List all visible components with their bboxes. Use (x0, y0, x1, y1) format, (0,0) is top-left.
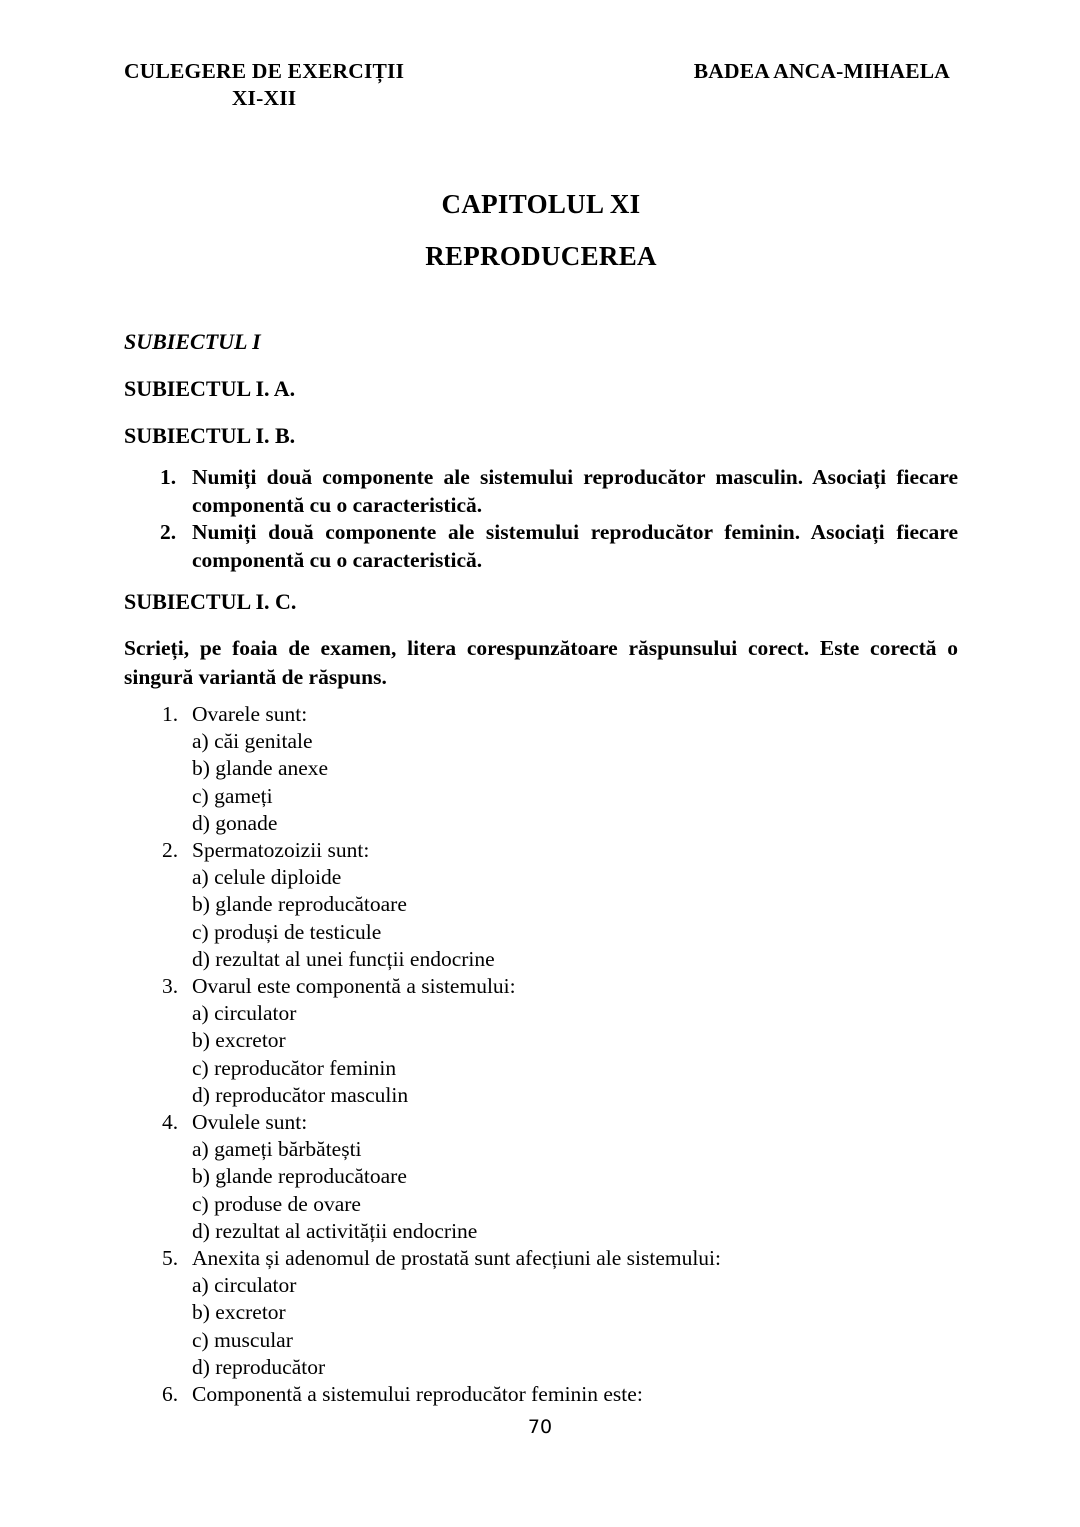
answer-option[interactable]: d) gonade (192, 810, 278, 835)
running-header (124, 58, 958, 112)
answer-option-list (192, 864, 958, 973)
answer-option[interactable]: a) circulator (192, 1273, 297, 1298)
section-subject-i-a: SUBIECTUL I. A. (124, 376, 296, 401)
question-stem: Componentă a sistemului reproducător feminin este: (192, 1382, 643, 1407)
answer-option[interactable]: c) muscular (192, 1327, 293, 1352)
chapter-number: CAPITOLUL XI (441, 189, 641, 219)
header-left-title (124, 58, 404, 112)
chapter-title: REPRODUCEREA (425, 241, 657, 271)
subject-b-item (124, 519, 958, 574)
mcq-question (124, 1245, 958, 1381)
subject-b-item-text: Numiți două componente ale sistemului reproducător feminin. Asociați fiecare componentă cu o caracteristică. (192, 520, 958, 572)
header-book-title: CULEGERE DE EXERCIȚII (124, 59, 405, 83)
mcq-question (124, 1109, 958, 1245)
answer-option[interactable]: b) excretor (192, 1028, 286, 1053)
answer-option[interactable]: b) glande reproducătoare (192, 892, 407, 917)
page-number: 70 (527, 1416, 553, 1438)
question-number: 1. (162, 702, 179, 726)
answer-option[interactable]: c) reproducător feminin (192, 1055, 397, 1080)
answer-option[interactable]: c) produși de testicule (192, 919, 382, 944)
subject-b-item-list (124, 464, 958, 574)
question-number: 4. (162, 1110, 179, 1135)
answer-option[interactable]: d) reproducător (192, 1354, 326, 1379)
section-subject-i: SUBIECTUL I (124, 329, 261, 354)
answer-option[interactable]: c) gameți (192, 783, 273, 808)
mcq-question (124, 837, 958, 973)
answer-option[interactable]: d) rezultat al unei funcții endocrine (192, 946, 495, 971)
answer-option[interactable]: b) excretor (192, 1300, 286, 1325)
page-content (124, 327, 958, 1408)
answer-option-list (192, 1136, 958, 1245)
list-marker: 1. (160, 465, 177, 489)
answer-option[interactable]: c) produse de ovare (192, 1191, 361, 1216)
question-stem: Spermatozoizii sunt: (192, 838, 370, 863)
subject-b-item (124, 464, 958, 519)
answer-option[interactable]: d) rezultat al activității endocrine (192, 1218, 478, 1243)
answer-option[interactable]: a) căi genitale (192, 729, 313, 754)
answer-option[interactable]: b) glande anexe (192, 756, 329, 781)
header-author-name: BADEA ANCA-MIHAELA (693, 59, 950, 83)
answer-option[interactable]: a) gameți bărbătești (192, 1137, 362, 1162)
answer-option[interactable]: a) celule diploide (192, 865, 342, 890)
question-number: 5. (162, 1246, 179, 1271)
mcq-question (124, 701, 958, 837)
answer-option[interactable]: b) glande reproducătoare (192, 1164, 407, 1189)
question-number: 3. (162, 974, 179, 999)
question-stem: Ovulele sunt: (192, 1110, 308, 1135)
section-subject-i-b: SUBIECTUL I. B. (124, 423, 296, 448)
answer-option[interactable]: d) reproducător masculin (192, 1082, 409, 1107)
answer-option-list (192, 728, 958, 837)
question-number: 2. (162, 838, 179, 863)
list-marker: 2. (160, 520, 177, 544)
question-stem: Anexita și adenomul de prostată sunt afecțiuni ale sistemului: (192, 1246, 722, 1271)
multiple-choice-question-list (124, 701, 958, 1408)
question-number: 6. (162, 1382, 179, 1407)
header-grade-levels: XI-XII (231, 86, 297, 110)
chapter-heading (124, 178, 958, 282)
subject-b-item-text: Numiți două componente ale sistemului reproducător masculin. Asociați fiecare componentă cu o caracteristică. (192, 465, 958, 517)
mcq-question (124, 973, 958, 1109)
mcq-question (124, 1381, 958, 1408)
question-stem: Ovarul este componentă a sistemului: (192, 974, 516, 999)
answer-option[interactable]: a) circulator (192, 1001, 297, 1026)
answer-option-list (192, 1272, 958, 1381)
answer-option-list (192, 1000, 958, 1109)
exam-instruction-text: Scrieți, pe foaia de examen, litera corespunzătoare răspunsului corect. Este corectă o singură variantă de răspuns. (124, 636, 958, 689)
question-stem: Ovarele sunt: (192, 702, 308, 726)
section-subject-i-c: SUBIECTUL I. C. (124, 589, 297, 614)
